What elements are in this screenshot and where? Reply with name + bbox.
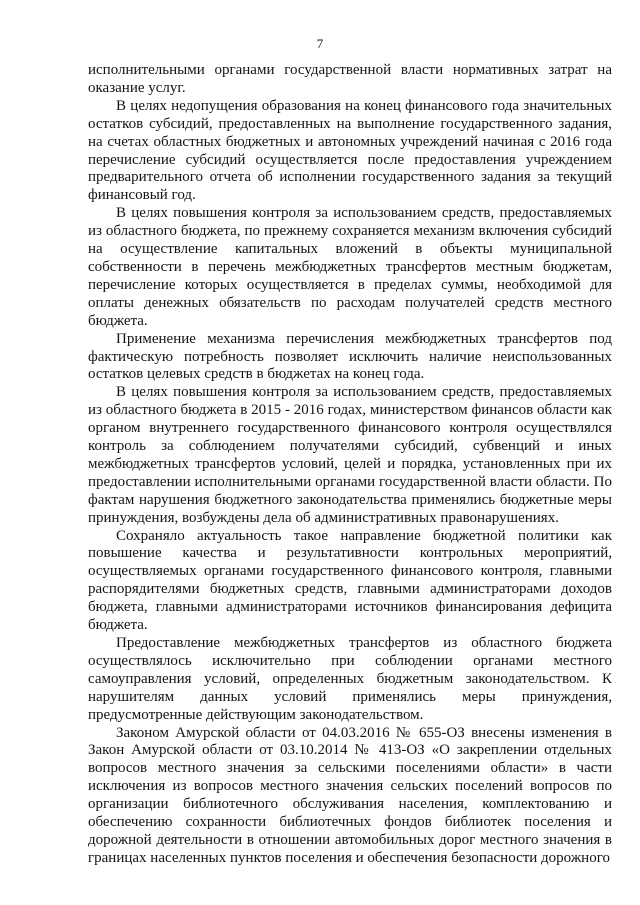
paragraph-financial-control: В целях повышения контроля за использованием средств, предоставляемых из областного бюджета в 2015 - 2016 годах, министерством финансов области как органом внутреннего государственного финансового контроля осуществлялся контроль за соблюдением получателями субсидий, субвенций и иных межбюджетных трансфертов условий, целей и порядка, установленных при их предоставлении исполнительными органами государственной власти области. По фактам нарушения бюджетного законодательства применялись бюджетные меры принуждения, возбуждены дела об административных правонарушениях. — [88, 384, 612, 526]
paragraph-capital-investments: В целях повышения контроля за использованием средств, предоставляемых из областного бюджета, по прежнему сохраняется механизм включения субсидий на осуществление капитальных вложений в объекты муниципальной собственности в перечень межбюджетных трансфертов местным бюджетам, перечисление которых осуществляется в пределах суммы, необходимой для оплаты денежных обязательств по расходам получателей средств местного бюджета. — [88, 205, 612, 329]
page-number: 7 — [316, 36, 324, 51]
paragraph-interbudget-transfers: Предоставление межбюджетных трансфертов из областного бюджета осуществлялось исключительно при соблюдении органами местного самоуправления условий, определенных бюджетным законодательством. К нарушителям данных условий применялись меры принуждения, предусмотренные действующим законодательством. — [88, 635, 612, 723]
paragraph-budget-policy: Сохраняло актуальность такое направление бюджетной политики как повышение качества и результативности контрольных мероприятий, осуществляемых органами государственного финансового контроля, главными распорядителями бюджетных средств, главными администраторами доходов бюджета, главными администраторами источников финансирования дефицита бюджета. — [88, 527, 612, 634]
paragraph-continuation: исполнительными органами государственной власти нормативных затрат на оказание услуг. — [88, 62, 612, 96]
document-body — [88, 62, 612, 868]
paragraph-amur-law: Законом Амурской области от 04.03.2016 № 655-ОЗ внесены изменения в Закон Амурской области от 03.10.2014 № 413-ОЗ «О закреплении отдельных вопросов местного значения за сельскими поселениями области» в части исключения из вопросов местного значения сельских поселений вопросов по организации библиотечного обслуживания населения, комплектованию и обеспечению сохранности библиотечных фондов библиотек поселения и дорожной деятельности в отношении автомобильных дорог местного значения в границах населенных пунктов поселения и обеспечения безопасности дорожного — [88, 724, 612, 866]
paragraph-transfer-mechanism: Применение механизма перечисления межбюджетных трансфертов под фактическую потребность позволяет исключить наличие неиспользованных остатков целевых средств в бюджетах на конец года. — [88, 330, 612, 383]
paragraph-subsidy-transfer: В целях недопущения образования на конец финансового года значительных остатков субсидий, предоставленных на выполнение государственного задания, на счетах областных бюджетных и автономных учреждений начиная с 2016 года перечисление субсидий осуществляется после предоставления учреждением предварительного отчета об исполнении государственного задания за текущий финансовый год. — [88, 97, 612, 204]
